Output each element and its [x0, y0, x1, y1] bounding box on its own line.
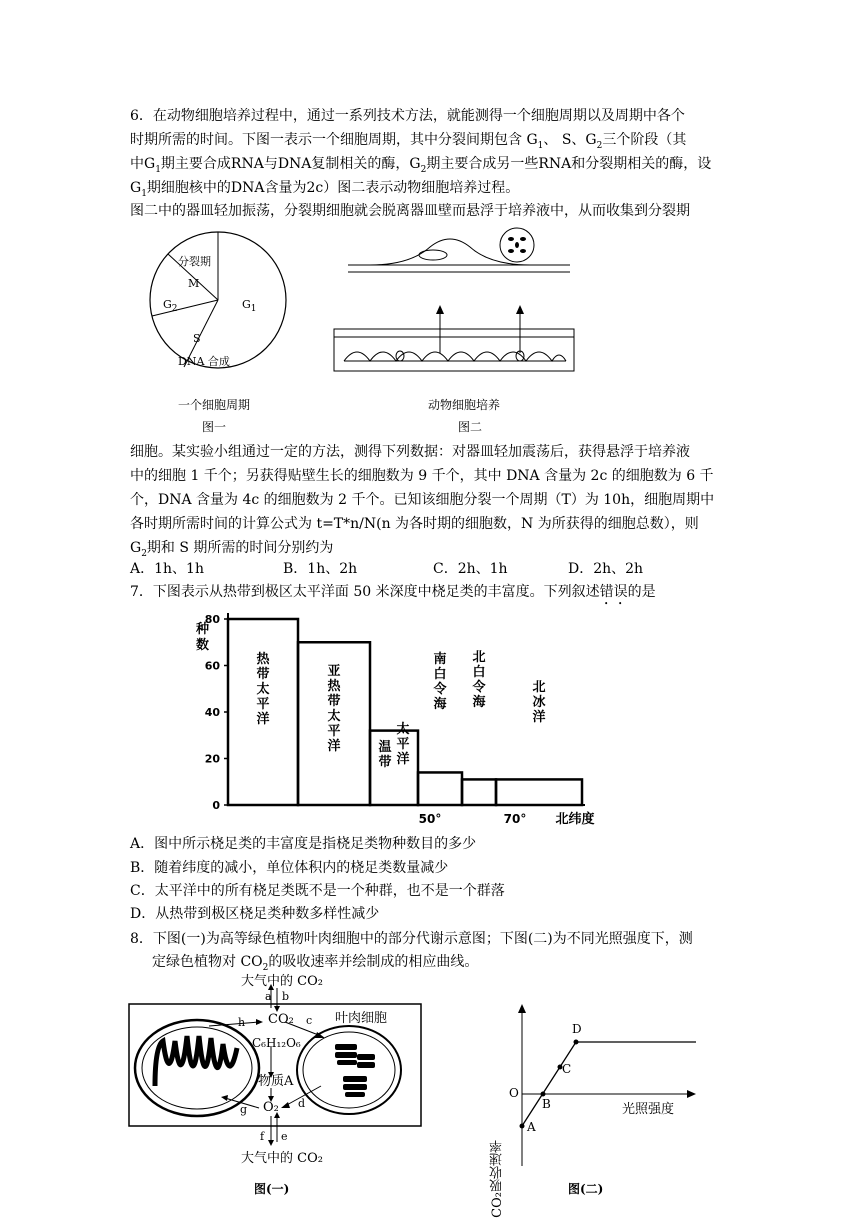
bar-category-label: 热带太平洋	[256, 652, 270, 727]
arrow-label-g: g	[240, 1103, 248, 1116]
fig-two-name: 图(二)	[568, 1182, 604, 1196]
point-a-label: A	[527, 1120, 536, 1134]
q6-line-2: 时期所需的时间。下图一表示一个细胞周期，其中分裂间期包含 $G_1$、 S、$G_2$三个阶段（其	[130, 132, 687, 151]
q8-line-2: 定绿色植物对 $CO_2$的吸收速率并绘制成的相应曲线。	[152, 954, 479, 973]
arrow-label-c: c	[306, 1014, 313, 1027]
q6-line-3: 中$G_1$期主要合成RNA与DNA复制相关的酶，$G_2$期主要合成另一些RNA和分裂期相关的酶，设	[130, 156, 712, 175]
copepod-bar-chart	[180, 605, 630, 835]
co2-node: CO₂	[268, 1012, 294, 1027]
q6-line-1: 6．在动物细胞培养过程中，通过一系列技术方法，就能测得一个细胞周期以及周期中各个	[130, 108, 685, 124]
bar-category-label: 太平洋	[396, 722, 410, 767]
arrow-label-e: e	[281, 1130, 288, 1143]
q6-line-8: 个，DNA 含量为 4c 的细胞数为 2 千个。已知该细胞分裂一个周期（T）为 10h，细胞周期中	[130, 492, 715, 508]
bar	[496, 779, 582, 805]
bar-category-label: 北冰洋	[532, 680, 546, 725]
fig-one-name: 图(一)	[254, 1182, 290, 1196]
co2-rate-ylabel: CO₂吸收速率	[490, 1140, 505, 1218]
bar-category-label: 温带	[378, 740, 392, 770]
bar	[462, 779, 496, 805]
y-axis-label: 种数	[196, 622, 210, 653]
pie-label-g2: $G_2$	[163, 298, 178, 315]
bar-category-label: 南白令海	[433, 652, 447, 712]
bar-category-label: 北白令海	[472, 650, 486, 710]
atm-co2-bottom: 大气中的 CO₂	[241, 1151, 323, 1166]
q6-option-c[interactable]: C．2h、1h	[433, 561, 508, 577]
fig1-name: 图一	[202, 420, 227, 434]
arrow-label-f: f	[260, 1130, 265, 1143]
q6-line-7: 中的细胞 1 千个；另获得贴壁生长的细胞数为 9 千个，其中 DNA 含量为 2c 的细胞数为 6 千	[130, 468, 714, 484]
cell-culture-diagram	[330, 225, 580, 375]
origin-label: O	[509, 1086, 519, 1100]
x-axis-label: 北纬度	[555, 812, 595, 827]
y-tick-label: 80	[204, 613, 220, 626]
pie-label-m-phase: 分裂期	[178, 255, 211, 268]
point-b-label: B	[542, 1097, 551, 1111]
q6-option-d[interactable]: D．2h、2h	[568, 561, 644, 577]
q6-option-b[interactable]: B．1h、2h	[283, 561, 358, 577]
x-tick-label: 50°	[418, 812, 442, 826]
q6-line-5: 图二中的器皿轻加振荡，分裂期细胞就会脱离器皿壁而悬浮于培养液中，从而收集到分裂期	[130, 203, 690, 219]
fig2-caption: 动物细胞培养	[428, 398, 501, 412]
pie-label-s: S	[193, 332, 201, 345]
atm-co2-top: 大气中的 CO₂	[241, 974, 323, 989]
y-tick-label: 0	[212, 799, 220, 812]
arrow-label-a: a	[265, 990, 272, 1003]
pie-label-dna: DNA 合成	[178, 355, 230, 368]
y-tick-label: 40	[204, 706, 220, 719]
y-tick-label: 60	[204, 659, 220, 673]
o2-node: O₂	[263, 1100, 279, 1115]
q7-stem: 7．下图表示从热带到极区太平洋面 50 米深度中桡足类的丰富度。下列叙述错误的是	[130, 584, 656, 600]
q7-option-c[interactable]: C．太平洋中的所有桡足类既不是一个种群，也不是一个群落	[130, 883, 505, 899]
fig2-name: 图二	[458, 420, 483, 434]
bar-category-label: 亚热带太平洋	[327, 664, 341, 754]
bar	[418, 772, 462, 805]
point-d-label: D	[572, 1022, 582, 1036]
arrow-label-b: b	[282, 990, 290, 1003]
q7-option-a[interactable]: A．图中所示桡足类的丰富度是指桡足类物种数目的多少	[130, 836, 477, 852]
q6-line-6: 细胞。某实验小组通过一定的方法，测得下列数据：对器皿轻加震荡后，获得悬浮于培养液	[130, 444, 690, 460]
substance-a-label: 物质A	[258, 1074, 294, 1089]
q6-option-a[interactable]: A．1h、1h	[130, 561, 204, 577]
y-tick-label: 20	[204, 752, 220, 766]
light-intensity-xlabel: 光照强度	[622, 1102, 675, 1117]
arrow-label-d: d	[298, 1097, 306, 1110]
fig1-caption: 一个细胞周期	[178, 398, 251, 412]
pie-label-m: M	[188, 277, 200, 290]
bar	[370, 731, 418, 805]
point-c-label: C	[562, 1062, 572, 1076]
q8-line-1: 8．下图(一)为高等绿色植物叶肉细胞中的部分代谢示意图；下图(二)为不同光照强度下，测	[130, 931, 693, 947]
arrow-label-h: h	[238, 1016, 246, 1029]
q7-option-b[interactable]: B．随着纬度的减小，单位体积内的桡足类数量减少	[130, 860, 449, 876]
q6-line-10: $G_2$期和 S 期所需的时间分别约为	[130, 540, 334, 559]
q6-line-4: $G_1$期细胞核中的DNA含量为2c）图二表示动物细胞培养过程。	[130, 180, 520, 199]
leaf-cell-label: 叶肉细胞	[335, 1011, 388, 1026]
q7-option-d[interactable]: D．从热带到极区桡足类种数多样性减少	[130, 906, 380, 922]
x-tick-label: 70°	[503, 812, 527, 826]
pie-label-g1: $G_1$	[242, 298, 257, 315]
glucose-label: C₆H₁₂O₆	[252, 1036, 301, 1050]
q6-line-9: 各时期所需时间的计算公式为 t=T*n/N(n 为各时期的细胞数，N 为所获得的细胞总数），则	[130, 516, 699, 532]
